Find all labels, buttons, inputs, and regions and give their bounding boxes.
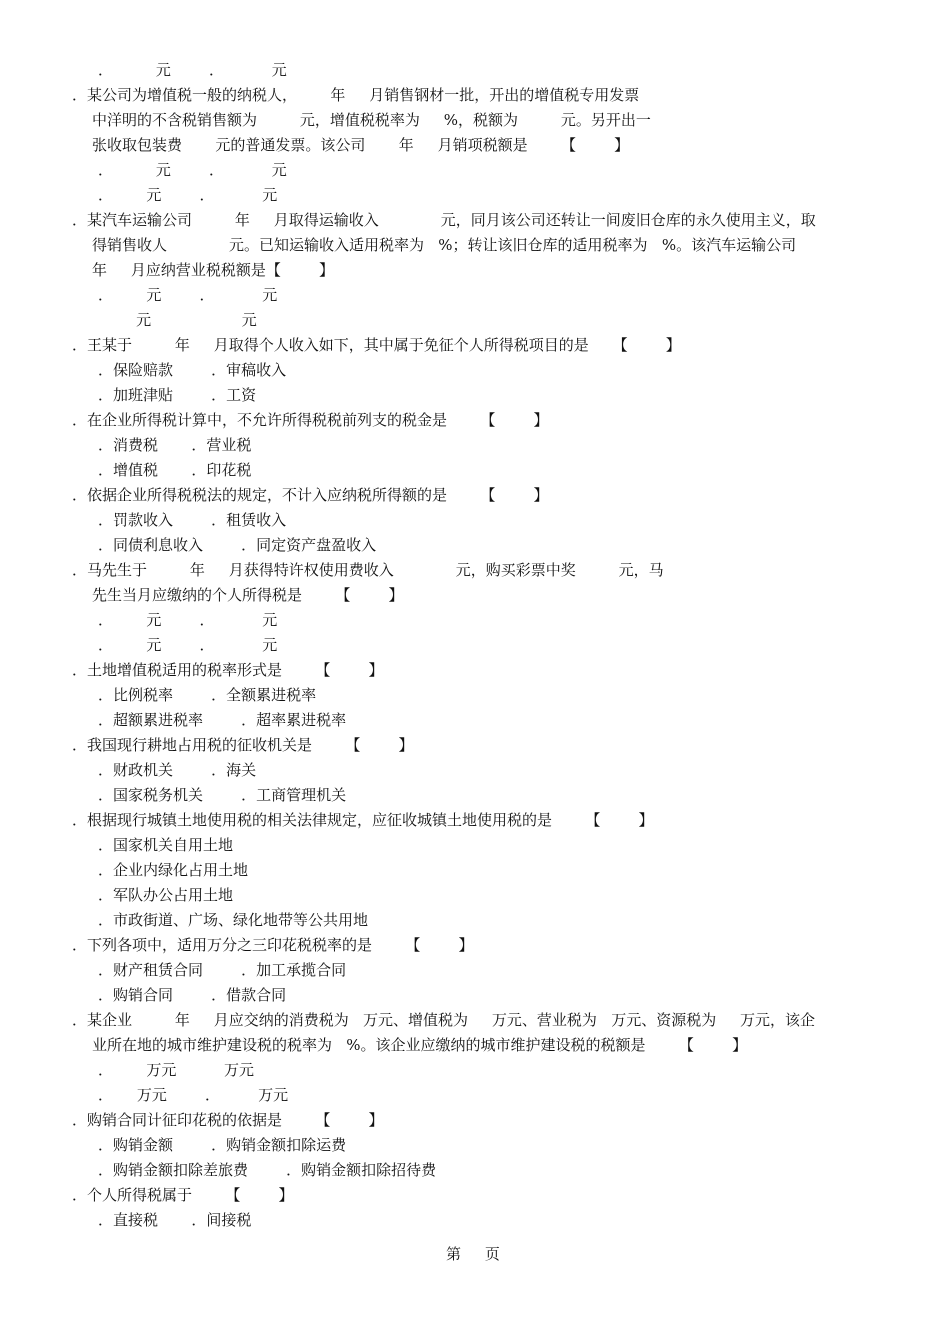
question-line: ．在企业所得税计算中，不允许所得税税前列支的税金是 【 】 — [72, 411, 549, 429]
option-line: ．罚款收入 ．租赁收入 — [98, 511, 287, 529]
question-line: ．某企业 年 月应交纳的消费税为 万元、增值税为 万元、营业税为 万元、资源税为 万元，该企 — [72, 1011, 816, 1029]
option-line: ．超额累进税率 ．超率累进税率 — [98, 711, 347, 729]
option-line: ．国家机关自用土地 — [98, 836, 234, 854]
question-line: 业所在地的城市维护建设税的税率为 %。该企业应缴纳的城市维护建设税的税额是 【 】 — [92, 1036, 748, 1054]
option-line: ． 元 ． 元 — [98, 636, 278, 654]
question-line: ．购销合同计征印花税的依据是 【 】 — [72, 1111, 384, 1129]
page-footer: 第 页 — [446, 1245, 500, 1263]
question-line: 张收取包装费 元的普通发票。该公司 年 月销项税额是 【 】 — [92, 136, 630, 154]
question-line: ．马先生于 年 月获得特许权使用费收入 元，购买彩票中奖 元，马 — [72, 561, 664, 579]
question-line: 得销售收人 元。已知运输收入适用税率为 %；转让该旧仓库的适用税率为 %。该汽车运输公司 — [92, 236, 797, 254]
option-line: ．企业内绿化占用土地 — [98, 861, 249, 879]
option-line: ．保险赔款 ．审稿收入 — [98, 361, 287, 379]
option-line: ．军队办公占用土地 — [98, 886, 234, 904]
option-line: ．财政机关 ．海关 — [98, 761, 257, 779]
question-line: 中洋明的不含税销售额为 元，增值税税率为 %，税额为 元。另开出一 — [92, 111, 651, 129]
question-line: ．根据现行城镇土地使用税的相关法律规定，应征收城镇土地使用税的是 【 】 — [72, 811, 654, 829]
question-line: ．土地增值税适用的税率形式是 【 】 — [72, 661, 384, 679]
question-line: 年 月应纳营业税税额是【 】 — [92, 261, 334, 279]
option-line: ． 万元 ． 万元 — [98, 1086, 289, 1104]
option-line: ． 万元 万元 — [98, 1061, 255, 1079]
option-line: ．比例税率 ．全额累进税率 — [98, 686, 317, 704]
option-line: ． 元 ． 元 — [98, 161, 287, 179]
option-line: ．消费税 ．营业税 — [98, 436, 252, 454]
option-line: ．直接税 ．间接税 — [98, 1211, 252, 1229]
text-line-1: ． 元 ． 元 — [98, 61, 287, 79]
question-line: ．某公司为增值税一般的纳税人， 年 月销售钢材一批，开出的增值税专用发票 — [72, 86, 640, 104]
question-line: ．依据企业所得税税法的规定，不计入应纳税所得额的是 【 】 — [72, 486, 549, 504]
option-line: ．同债利息收入 ．同定资产盘盈收入 — [98, 536, 377, 554]
option-line: ． 元 ． 元 — [98, 286, 278, 304]
option-line: ．购销合同 ．借款合同 — [98, 986, 287, 1004]
question-line: ．我国现行耕地占用税的征收机关是 【 】 — [72, 736, 414, 754]
question-line: ．下列各项中，适用万分之三印花税税率的是 【 】 — [72, 936, 474, 954]
option-line: ．增值税 ．印花税 — [98, 461, 252, 479]
option-line: ．市政街道、广场、绿化地带等公共用地 — [98, 911, 369, 929]
question-line: ．某汽车运输公司 年 月取得运输收入 元，同月该公司还转让一间废旧仓库的永久使用主义，取 — [72, 211, 816, 229]
option-line: ． 元 ． 元 — [98, 186, 278, 204]
question-line: 先生当月应缴纳的个人所得税是 【 】 — [92, 586, 404, 604]
option-line: ．国家税务机关 ．工商管理机关 — [98, 786, 347, 804]
option-line: ．购销金额扣除差旅费 ．购销金额扣除招待费 — [98, 1161, 437, 1179]
option-line: ．财产租赁合同 ．加工承揽合同 — [98, 961, 347, 979]
option-line: ． 元 ． 元 — [98, 611, 278, 629]
option-line: 元 元 — [98, 311, 257, 329]
option-line: ．加班津贴 ．工资 — [98, 386, 257, 404]
option-line: ．购销金额 ．购销金额扣除运费 — [98, 1136, 347, 1154]
question-line: ．王某于 年 月取得个人收入如下，其中属于免征个人所得税项目的是 【 】 — [72, 336, 681, 354]
question-line: ．个人所得税属于 【 】 — [72, 1186, 294, 1204]
